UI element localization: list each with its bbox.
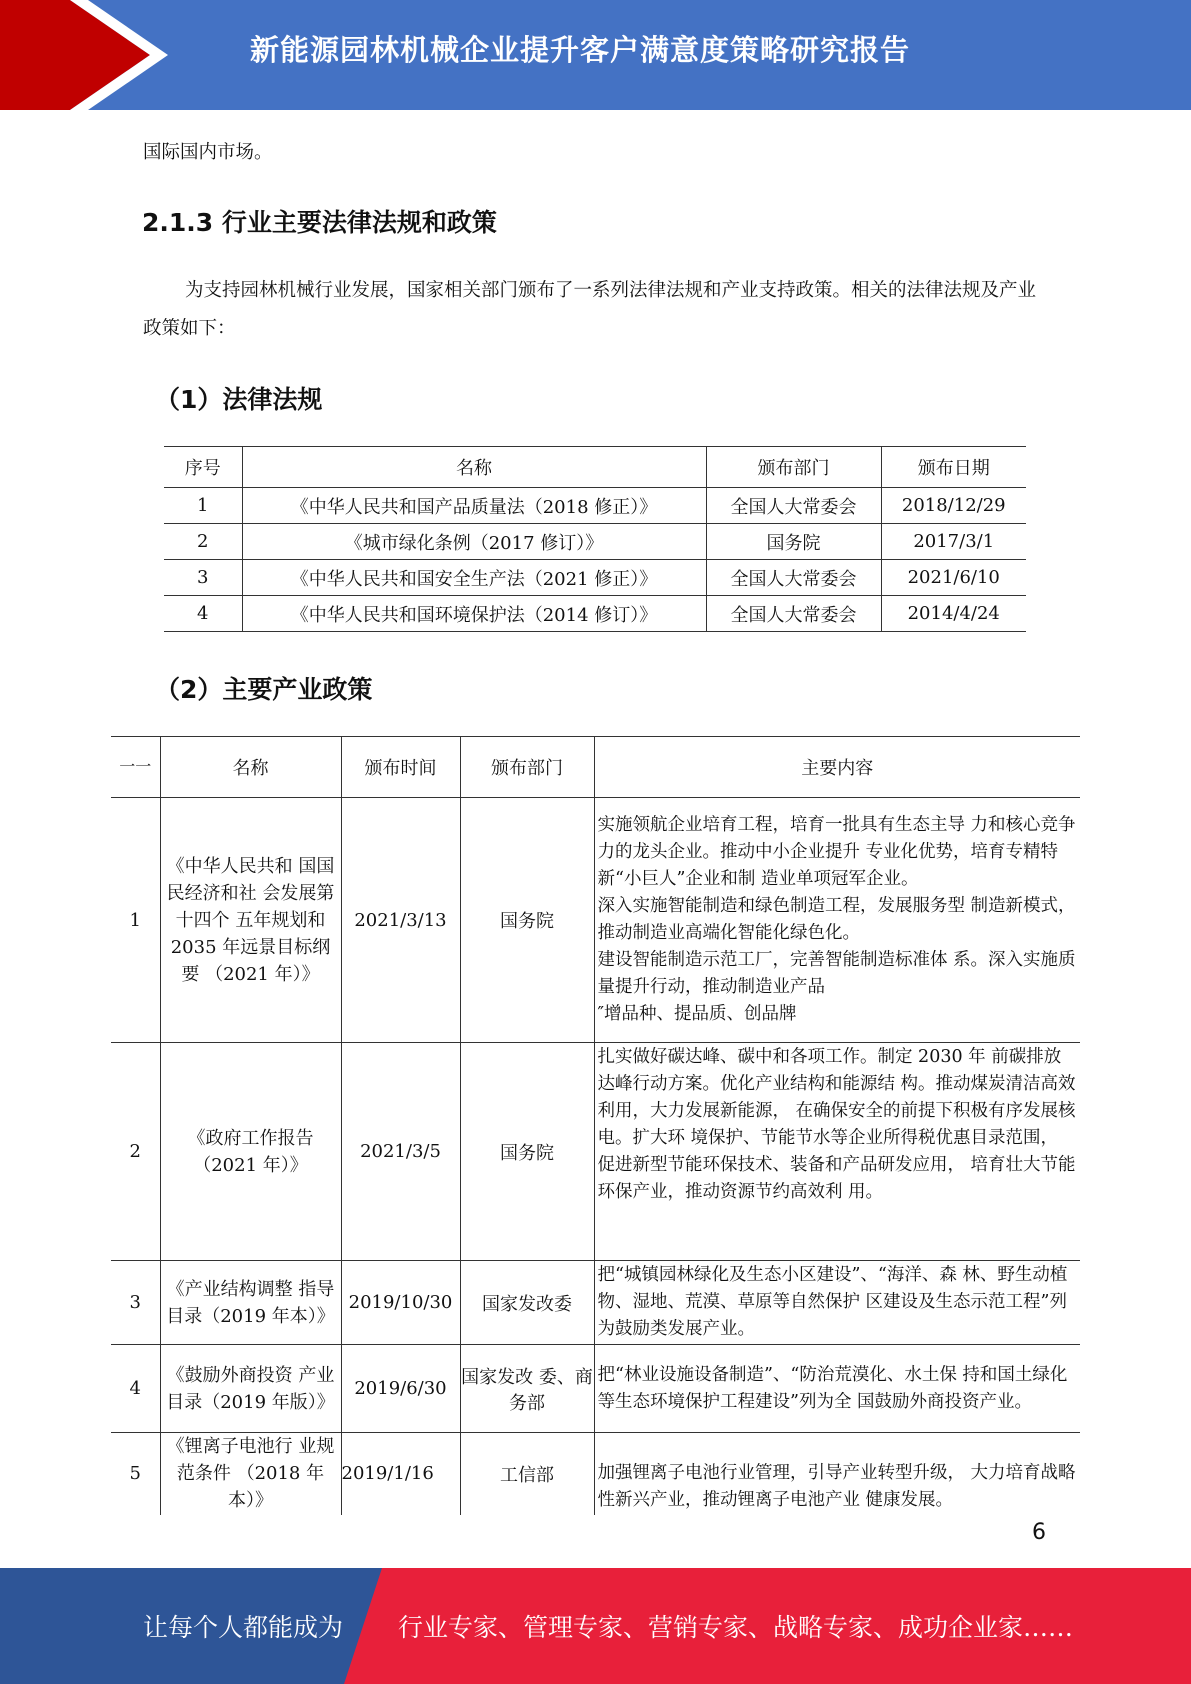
cell: 1 — [164, 488, 242, 524]
column-header: 颁布部门 — [706, 447, 881, 488]
cell: 《中华人民共和国产品质量法（2018 修正）》 — [242, 488, 706, 524]
cell-date: 2019/10/30 — [341, 1261, 460, 1345]
cell-content: 实施领航企业培育工程，培育一批具有生态主导 力和核心竞争力的龙头企业。推动中小企业提升 专业化优势，培育专精特新“小巨人”企业和制 造业单项冠军企业。 深入实施智能制造和绿色制造工程，发展服务型 制造新模式，推动制造业高端化智能化绿色化。 建设智能制造示范工厂，完善智能制造标准体 系。深入实施质量提升行动，推动制造业产品 ″增品种、提品质、创品牌 — [594, 798, 1080, 1043]
cell-date: 2021/3/13 — [341, 798, 460, 1043]
cell-dept: 国务院 — [460, 1043, 594, 1261]
column-header: 主要内容 — [594, 737, 1080, 798]
table-row — [164, 596, 1026, 632]
cell-content: 扎实做好碳达峰、碳中和各项工作。制定 2030 年 前碳排放达峰行动方案。优化产业结构和能源结 构。推动煤炭清洁高效利用，大力发展新能源， 在确保安全的前提下积极有序发展核电。扩大环 境保护、节能节水等企业所得税优惠目录范围， 促进新型节能环保技术、装备和产品研发应用， 培育壮大节能环保产业，推动资源节约高效利 用。 — [594, 1043, 1080, 1261]
cell: 全国人大常委会 — [706, 488, 881, 524]
intro-fragment: 国际国内市场。 — [143, 142, 273, 163]
table-header-row — [111, 737, 1080, 798]
cell-content: 把“城镇园林绿化及生态小区建设”、“海洋、森 林、野生动植物、湿地、荒漠、草原等自然保护 区建设及生态示范工程”列为鼓励类发展产业。 — [594, 1261, 1080, 1345]
column-header: 名称 — [242, 447, 706, 488]
table-row — [111, 798, 1080, 1043]
cell-date: 2019/1/16 — [341, 1433, 460, 1515]
cell-dept: 工信部 — [460, 1433, 594, 1515]
page-footer — [0, 1568, 1191, 1684]
cell-content: 把“林业设施设备制造”、“防治荒漠化、水土保 持和国土绿化等生态环境保护工程建设”列为全 国鼓励外商投资产业。 — [594, 1345, 1080, 1433]
cell-no: 1 — [111, 798, 160, 1043]
cell: 2 — [164, 524, 242, 560]
table-row — [111, 1433, 1080, 1515]
cell: 3 — [164, 560, 242, 596]
cell: 全国人大常委会 — [706, 596, 881, 632]
column-header: 序号 — [164, 447, 242, 488]
cell: 2014/4/24 — [881, 596, 1026, 632]
cell-name: 《政府工作报告 （2021 年）》 — [160, 1043, 341, 1261]
cell: 4 — [164, 596, 242, 632]
cell: 2017/3/1 — [881, 524, 1026, 560]
cell: 《中华人民共和国安全生产法（2021 修正）》 — [242, 560, 706, 596]
policies-table — [111, 736, 1080, 1515]
laws-table — [164, 446, 1026, 632]
table-row — [111, 1261, 1080, 1345]
cell-name: 《中华人民共和 国国民经济和社 会发展第十四个 五年规划和 2035 年远景目标纲要 （2021 年）》 — [160, 798, 341, 1043]
cell-no: 3 — [111, 1261, 160, 1345]
cell: 2021/6/10 — [881, 560, 1026, 596]
cell: 《中华人民共和国环境保护法（2014 修订）》 — [242, 596, 706, 632]
cell: 国务院 — [706, 524, 881, 560]
table-row — [164, 524, 1026, 560]
cell-dept: 国家发改委 — [460, 1261, 594, 1345]
section-paragraph: 为支持园林机械行业发展，国家相关部门颁布了一系列法律法规和产业支持政策。相关的法律法规及产业政策如下： — [143, 280, 1037, 339]
column-header: 颁布部门 — [460, 737, 594, 798]
cell-content: 加强锂离子电池行业管理，引导产业转型升级， 大力培育战略性新兴产业，推动锂离子电池产业 健康发展。 — [594, 1433, 1080, 1515]
column-header: 颁布日期 — [881, 447, 1026, 488]
cell-date: 2021/3/5 — [341, 1043, 460, 1261]
column-header: 颁布时间 — [341, 737, 460, 798]
table-header-row — [164, 447, 1026, 488]
table-row — [164, 560, 1026, 596]
table-row — [111, 1043, 1080, 1261]
cell-name: 《产业结构调整 指导目录（2019 年本）》 — [160, 1261, 341, 1345]
cell: 2018/12/29 — [881, 488, 1026, 524]
page-number: 6 — [1032, 1520, 1046, 1545]
cell-no: 4 — [111, 1345, 160, 1433]
cell-name: 《鼓励外商投资 产业目录（2019 年版）》 — [160, 1345, 341, 1433]
header-title: 新能源园林机械企业提升客户满意度策略研究报告 — [250, 33, 911, 67]
policies-heading: （2）主要产业政策 — [155, 675, 373, 704]
table-row — [164, 488, 1026, 524]
cell-name: 《锂离子电池行 业规范条件 （2018 年本）》 — [160, 1433, 341, 1515]
cell: 《城市绿化条例（2017 修订）》 — [242, 524, 706, 560]
table-row — [111, 1345, 1080, 1433]
cell-dept: 国务院 — [460, 798, 594, 1043]
page-header — [0, 0, 1191, 110]
cell-date: 2019/6/30 — [341, 1345, 460, 1433]
footer-slogan-left: 让每个人都能成为 — [143, 1613, 344, 1642]
column-header: 一一 — [111, 737, 160, 798]
cell-no: 5 — [129, 1463, 141, 1485]
cell: 全国人大常委会 — [706, 560, 881, 596]
laws-heading: （1）法律法规 — [155, 385, 323, 414]
footer-slogan-right: 行业专家、管理专家、营销专家、战略专家、成功企业家…… — [398, 1613, 1074, 1642]
cell-dept: 国家发改 委、商务部 — [460, 1345, 594, 1433]
section-heading: 2.1.3 行业主要法律法规和政策 — [142, 208, 497, 237]
cell-no: 2 — [111, 1043, 160, 1261]
column-header: 名称 — [160, 737, 341, 798]
